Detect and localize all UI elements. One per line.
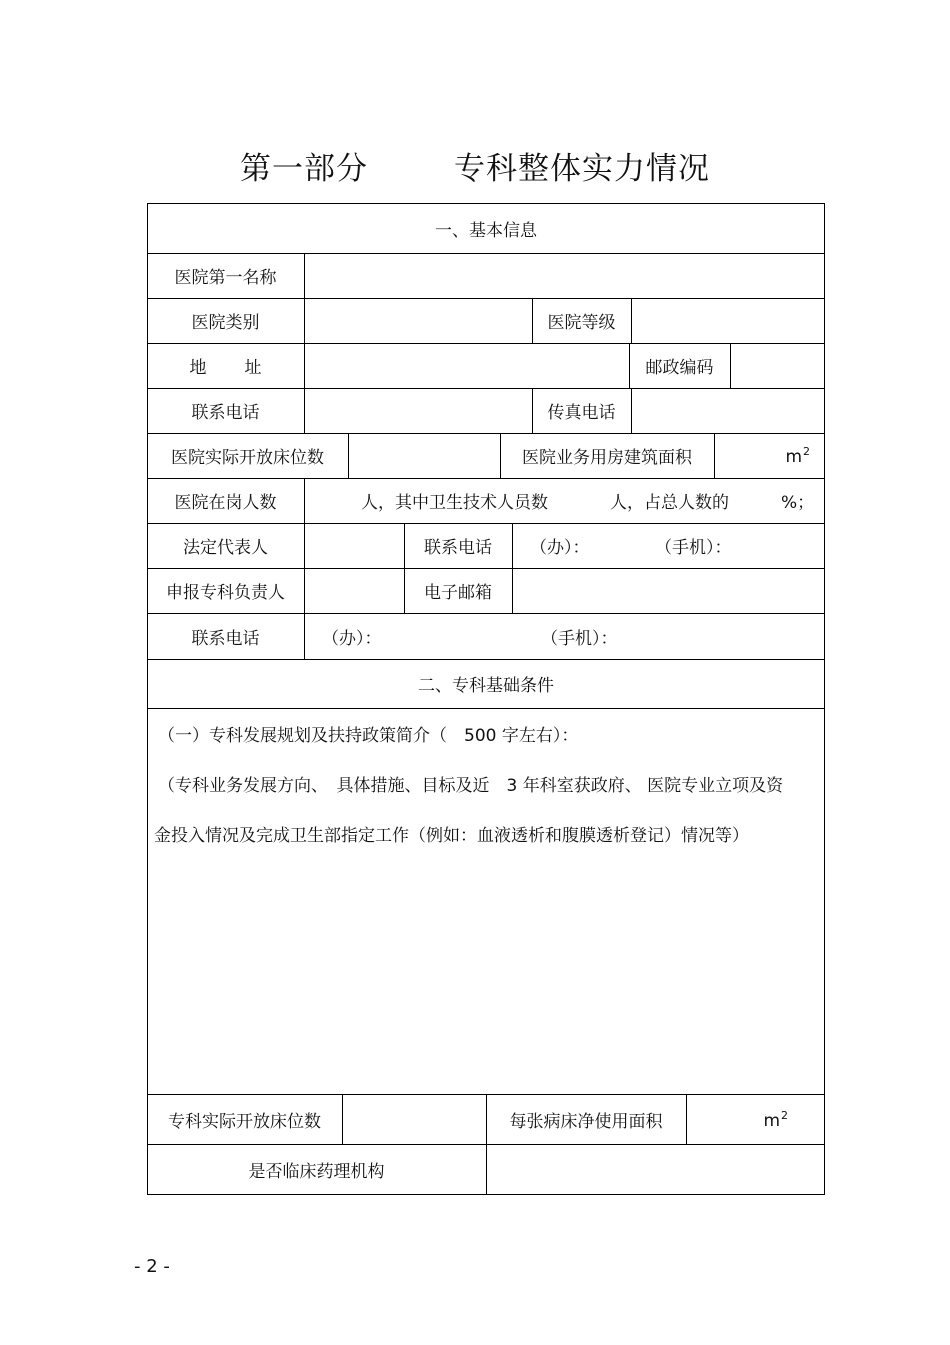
page-number: - 2 - — [134, 1256, 170, 1277]
label-contact-phone-2: 联系电话 — [191, 628, 260, 649]
input-legal-rep[interactable] — [305, 524, 404, 568]
input-bed-area[interactable] — [687, 1095, 824, 1144]
title-heading: 专科整体实力情况 — [454, 150, 710, 187]
label-legal-phone: 联系电话 — [424, 538, 492, 558]
contact-office-phone: （办）： — [322, 629, 382, 649]
label-hospital-grade: 医院等级 — [547, 313, 616, 333]
legal-mobile-phone: （手机）： — [655, 538, 732, 558]
label-hospital-type: 医院类别 — [191, 313, 260, 333]
input-dept-beds[interactable] — [343, 1095, 486, 1144]
section-basic-info: 一、基本信息 — [435, 220, 537, 241]
label-dept-head: 申报专科负责人 — [166, 583, 285, 603]
label-dept-beds: 专科实际开放床位数 — [168, 1111, 321, 1132]
section-specialty-basis: 二、专科基础条件 — [418, 676, 554, 696]
label-hospital-name: 医院第一名称 — [174, 268, 277, 288]
input-postal-code[interactable] — [731, 344, 824, 388]
page-title — [0, 140, 950, 190]
plan-desc-line-1: （专科业务发展方向、 具体措施、目标及近 3 年科室获政府、 医院专业立项及资 — [158, 776, 784, 796]
label-fax: 传真电话 — [547, 403, 616, 423]
address-char-2: 址 — [244, 358, 262, 378]
label-address — [147, 343, 304, 388]
contact-mobile-phone: （手机）： — [541, 629, 618, 649]
staff-percent-text: 人，占总人数的 — [610, 493, 729, 513]
input-hospital-type[interactable] — [305, 299, 532, 343]
address-char-1: 地 — [189, 358, 207, 378]
input-dept-head[interactable] — [305, 569, 404, 613]
label-email: 电子邮箱 — [424, 583, 492, 603]
input-fax[interactable] — [632, 389, 824, 433]
input-building-area[interactable] — [715, 434, 824, 478]
input-open-beds[interactable] — [349, 434, 500, 478]
input-contact-phone[interactable] — [305, 389, 532, 433]
label-postal-code: 邮政编码 — [645, 358, 714, 378]
plan-heading: （一）专科发展规划及扶持政策简介（ 500 字左右）： — [158, 726, 579, 746]
unit-square-meter-2: $m^2$ — [763, 1108, 788, 1131]
plan-desc-line-2: 金投入情况及完成卫生部指定工作（例如：血液透析和腹膜透析登记）情况等） — [154, 826, 749, 846]
label-open-beds: 医院实际开放床位数 — [171, 448, 324, 468]
input-hospital-name[interactable] — [305, 254, 824, 298]
input-address[interactable] — [305, 344, 629, 388]
staff-person-text: 人，其中卫生技术人员数 — [361, 493, 548, 513]
plan-text-area[interactable] — [148, 860, 824, 1093]
label-building-area: 医院业务用房建筑面积 — [522, 448, 692, 468]
legal-office-phone: （办）： — [530, 538, 590, 558]
label-legal-rep: 法定代表人 — [183, 538, 268, 558]
input-hospital-grade[interactable] — [632, 299, 824, 343]
unit-square-meter: $m^2$ — [785, 445, 810, 467]
staff-percent-unit: %； — [781, 493, 815, 513]
input-email[interactable] — [513, 569, 824, 613]
label-clinical-pharm: 是否临床药理机构 — [248, 1161, 385, 1182]
input-clinical-pharm[interactable] — [487, 1145, 824, 1194]
label-bed-area: 每张病床净使用面积 — [509, 1111, 663, 1132]
label-staff-count: 医院在岗人数 — [174, 493, 277, 513]
label-contact-phone: 联系电话 — [191, 403, 260, 423]
title-part: 第一部分 — [240, 150, 368, 187]
